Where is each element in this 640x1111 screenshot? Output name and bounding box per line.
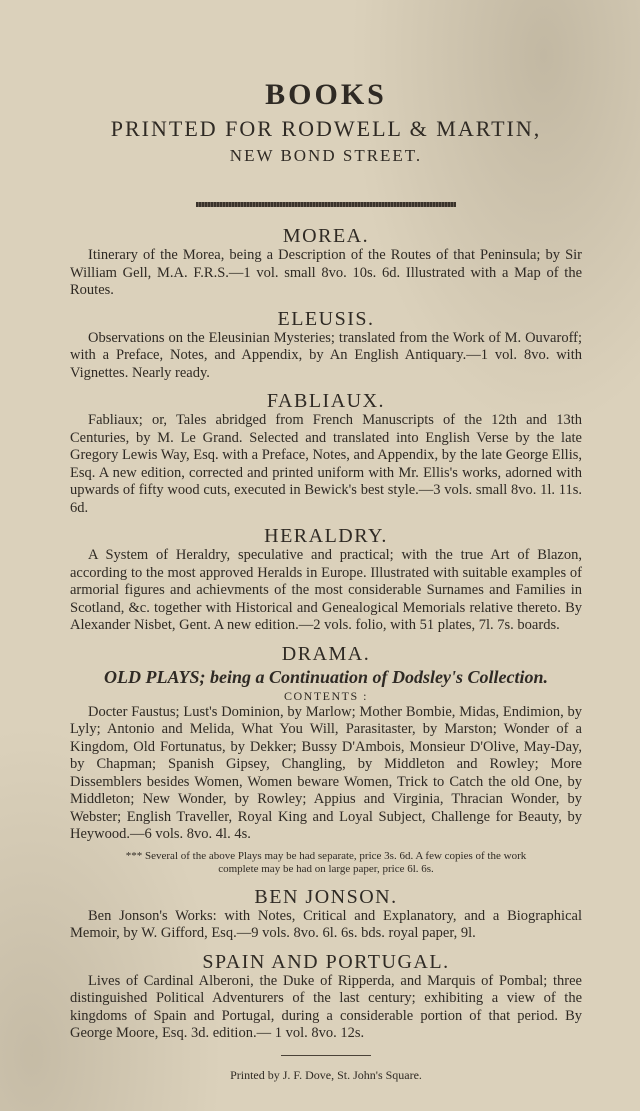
section-title: ELEUSIS. xyxy=(277,307,375,330)
section-title: FABLIAUX. xyxy=(266,390,386,412)
section-text: Lives of Cardinal Alberoni, the Duke of Ripperda, and Marquis of Pombal; three distinguished Political Adventurers of the last century; exhibiting a view of the kingdoms of Spain and Portugal, during a considerable portion of that period. By George Moore, Esq. 3d. edition.— 1 vol. 8vo. 12s. xyxy=(70,972,582,1041)
footer-rule xyxy=(281,1055,371,1056)
section-ben-jonson xyxy=(70,886,582,943)
section-text: Fabliaux; or, Tales abridged from French Manuscripts of the 12th and 13th Centuries, by M. Le Grand. Selected and translated into English Verse by the late Gregory Lewis Way, Esq. with a Preface, Notes, and Appendix, by the late George Ellis, Esq. A new edition, corrected and printed uniform with Mr. Ellis's works, adorned with upwards of fifty wood cuts, executed in Bewick's best style.—3 vols. small 8vo. 1l. 11s. 6d. xyxy=(70,412,582,516)
section-note: *** Several of the above Plays may be had separate, price 3s. 6d. A few copies of the work complete may be had on large paper, price 6l. 6s. xyxy=(125,849,527,875)
heading-street: NEW BOND STREET. xyxy=(229,146,423,165)
section-heraldry xyxy=(70,525,582,635)
section-text: Itinerary of the Morea, being a Description of the Routes of that Peninsula; by Sir William Gell, M.A. F.R.S.—1 vol. small 8vo. 10s. 6d. Illustrated with a Map of the Routes. xyxy=(70,247,582,298)
section-eleusis xyxy=(70,308,582,383)
section-text: Ben Jonson's Works: with Notes, Critical and Explanatory, and a Biographical Memoir, by W. Gifford, Esq.—9 vols. 8vo. 6l. 6s. bds. royal paper, 9l. xyxy=(70,907,582,941)
section-morea xyxy=(70,225,582,300)
section-spain-portugal xyxy=(70,951,582,1043)
section-text: Docter Faustus; Lust's Dominion, by Marlow; Mother Bombie, Midas, Endimion, by Lyly; Antonio and Melida, What You Will, Parasitaster, by Marston; Wonder of a Kingdom, Old Fortunatus, by Dekker; Bussy D'Ambois, Monsieur D'Olive, May-Day, by Chapman; Spanish Gipsey, Changling, by Middleton and Rowley; More Dissemblers besides Women, Women beware Women, Trick to Catch the old One, by Middleton; New Wonder, by Rowley; Appius and Virginia, Thracian Wonder, by Webster; English Traveller, Royal King and Loyal Subject, Challenge for Beauty, by Heywood.—6 vols. 8vo. 4l. 4s. xyxy=(70,703,582,842)
section-title: DRAMA. xyxy=(281,642,371,665)
section-title: HERALDRY. xyxy=(264,525,388,547)
section-drama xyxy=(70,643,582,876)
heading-books: BOOKS xyxy=(265,78,387,111)
decorative-rule xyxy=(196,202,456,207)
publisher-header xyxy=(70,78,582,166)
section-title: BEN JONSON. xyxy=(254,885,398,908)
contents-label: CONTENTS : xyxy=(284,688,368,703)
section-title: SPAIN AND PORTUGAL. xyxy=(202,950,450,973)
section-fabliaux xyxy=(70,390,582,517)
printer-imprint: Printed by J. F. Dove, St. John's Square. xyxy=(230,1067,422,1082)
section-subtitle: OLD PLAYS; being a Continuation of Dodsley's Collection. xyxy=(103,666,549,687)
section-text: Observations on the Eleusinian Mysteries; translated from the Work of M. Ouvaroff; with a Preface, Notes, and Appendix, by An English Antiquary.—1 vol. 8vo. with Vignettes. Nearly ready. xyxy=(70,329,582,381)
section-text: A System of Heraldry, speculative and practical; with the true Art of Blazon, according to the most approved Heralds in Europe. Illustrated with suitable examples of armorial figures and achievments of the most considerable Surnames and Families in Scotland, &c. together with Historical and Genealogical Memorials relative thereto. By Alexander Nisbet, Gent. A new edition.—2 vols. folio, with 51 plates, 7l. 7s. boards. xyxy=(70,547,582,633)
section-title: MOREA. xyxy=(282,225,370,247)
heading-printed-for: PRINTED FOR RODWELL & MARTIN, xyxy=(110,116,542,141)
